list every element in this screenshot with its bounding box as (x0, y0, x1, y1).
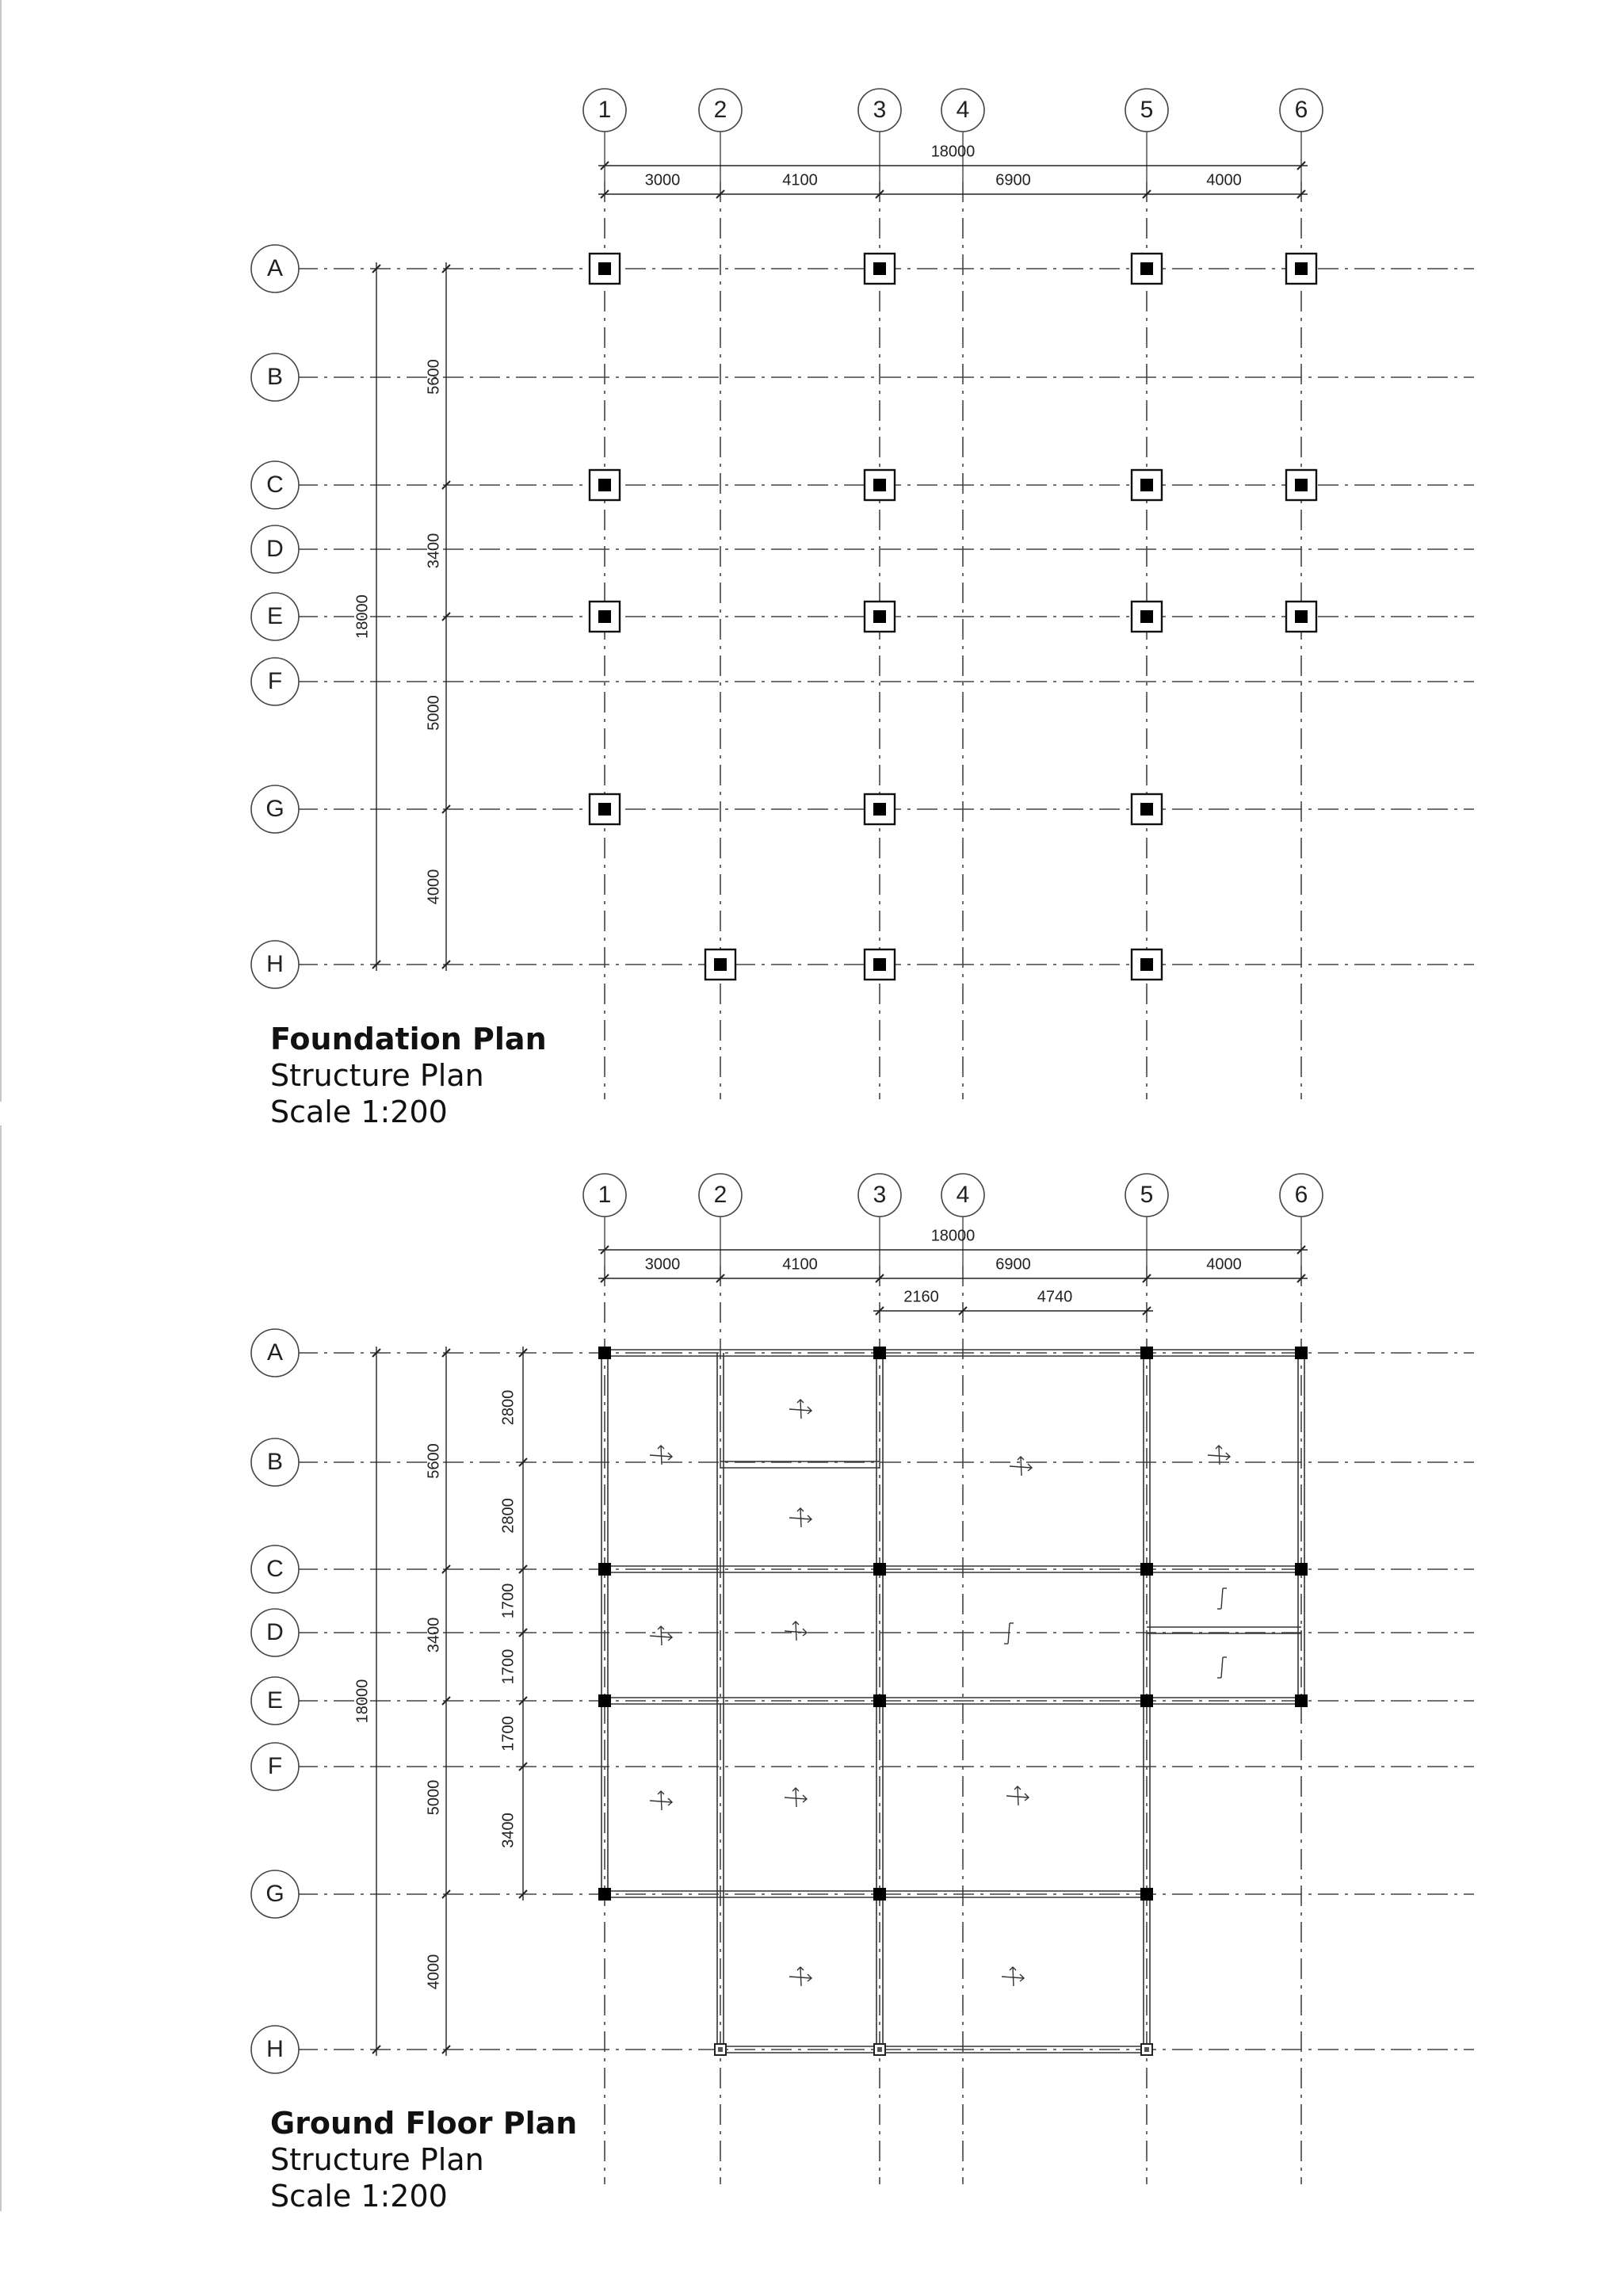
column-spacing-label: 6900 (995, 1255, 1031, 1274)
row-spacing-label: 5600 (425, 359, 443, 395)
grid-label-5: 5 (1140, 96, 1154, 123)
column-G1 (598, 1888, 611, 1901)
grid-label-1: 1 (598, 1181, 612, 1208)
foundation-plan-subtitle: Structure Plan (270, 1058, 484, 1093)
sub-spacing-label: 2160 (903, 1288, 939, 1306)
two-way-slab-icon (1002, 1967, 1024, 1986)
column-core-H2 (718, 2047, 723, 2052)
slab-span-arrow (1008, 1623, 1010, 1644)
grid-label-D: D (266, 1618, 284, 1645)
foundation-plan-title-block (270, 1024, 547, 1133)
two-way-slab-icon (785, 1788, 807, 1807)
column-C5 (1140, 479, 1153, 491)
sheet-edge-top (0, 0, 2, 1102)
column-H3 (873, 958, 886, 971)
column-H5 (1140, 958, 1153, 971)
two-way-slab-icon (1010, 1457, 1032, 1476)
column-C5 (1140, 1563, 1153, 1576)
column-G1 (598, 803, 611, 816)
column-core-H3 (877, 2047, 882, 2052)
slab-span-arrow (661, 1791, 662, 1810)
column-E1 (598, 610, 611, 623)
ground-floor-plan-subtitle: Structure Plan (270, 2142, 484, 2177)
column-G3 (873, 803, 886, 816)
slab-span-arrow (1221, 1657, 1223, 1678)
grid-label-B: B (266, 363, 284, 390)
row-spacing-label: 4000 (425, 1954, 443, 1990)
column-spacing-label: 3000 (644, 1255, 681, 1274)
slab-span-arrow (661, 1626, 662, 1645)
two-way-slab-icon (789, 1400, 812, 1419)
grid-label-3: 3 (873, 96, 887, 123)
column-A3 (873, 262, 886, 275)
slab-span-arrow (800, 1967, 801, 1986)
grid-label-A: A (266, 254, 284, 281)
column-C3 (873, 1563, 886, 1576)
grid-label-B: B (266, 1448, 284, 1475)
foundation-plan-drawing (251, 89, 1474, 1099)
row-spacing-label: 5600 (425, 1443, 443, 1479)
slab-span-arrow (1021, 1457, 1022, 1476)
ground-floor-plan-drawing (251, 1174, 1474, 2184)
two-way-slab-icon (789, 1508, 812, 1527)
column-core-H5 (1144, 2047, 1149, 2052)
grid-label-H: H (266, 2035, 284, 2062)
slab-span-arrow (1013, 1967, 1014, 1986)
column-spacing-label: 6900 (995, 171, 1031, 189)
ground-floor-plan-title-block (270, 2108, 577, 2218)
column-G3 (873, 1888, 886, 1901)
column-spacing-label: 4000 (1206, 1255, 1242, 1274)
column-H2 (714, 958, 727, 971)
column-A1 (598, 262, 611, 275)
two-way-slab-icon (785, 1622, 807, 1641)
grid-label-6: 6 (1294, 96, 1308, 123)
row-spacing-label: 3400 (425, 1617, 443, 1653)
column-E5 (1140, 610, 1153, 623)
grid-label-4: 4 (956, 96, 970, 123)
slab-span-arrow (1219, 1446, 1220, 1465)
column-A3 (873, 1347, 886, 1359)
sub-row-spacing-label: 1700 (499, 1716, 517, 1752)
grid-label-6: 6 (1294, 1181, 1308, 1208)
one-way-slab-icon (1217, 1588, 1227, 1609)
overall-height-label: 18000 (353, 1679, 372, 1724)
column-E5 (1140, 1694, 1153, 1707)
column-spacing-label: 4100 (782, 171, 818, 189)
column-C6 (1295, 1563, 1308, 1576)
one-way-slab-icon (1217, 1657, 1227, 1678)
column-C1 (598, 1563, 611, 1576)
sub-row-spacing-label: 1700 (499, 1648, 517, 1685)
overall-width-label: 18000 (930, 143, 976, 161)
ground-floor-plan-scale: Scale 1:200 (270, 2179, 448, 2214)
slab-span-arrow (800, 1508, 801, 1527)
grid-label-3: 3 (873, 1181, 887, 1208)
row-spacing-label: 4000 (425, 869, 443, 905)
grid-label-1: 1 (598, 96, 612, 123)
column-E6 (1295, 1694, 1308, 1707)
column-G5 (1140, 1888, 1153, 1901)
column-A5 (1140, 1347, 1153, 1359)
grid-label-5: 5 (1140, 1181, 1154, 1208)
grid-label-C: C (266, 471, 284, 498)
column-C1 (598, 479, 611, 491)
two-way-slab-icon (650, 1791, 672, 1810)
ground-floor-plan-title: Ground Floor Plan (270, 2106, 578, 2141)
overall-width-label: 18000 (930, 1227, 976, 1245)
grid-label-G: G (265, 1880, 285, 1907)
grid-label-C: C (266, 1555, 284, 1582)
column-E3 (873, 610, 886, 623)
sub-row-spacing-label: 2800 (499, 1498, 517, 1534)
two-way-slab-icon (650, 1626, 672, 1645)
grid-label-A: A (266, 1339, 284, 1366)
column-E1 (598, 1694, 611, 1707)
slab-span-arrow (1221, 1588, 1223, 1609)
row-spacing-label: 3400 (425, 533, 443, 569)
sheet-edge-bottom (0, 1125, 2, 2211)
two-way-slab-icon (789, 1967, 812, 1986)
grid-label-D: D (266, 535, 284, 562)
grid-label-F: F (267, 667, 283, 694)
one-way-slab-icon (1004, 1623, 1014, 1644)
grid-label-4: 4 (956, 1181, 970, 1208)
sub-row-spacing-label: 3400 (499, 1813, 517, 1848)
column-A1 (598, 1347, 611, 1359)
foundation-plan-scale: Scale 1:200 (270, 1095, 448, 1129)
column-spacing-label: 3000 (644, 171, 681, 189)
grid-label-G: G (265, 795, 285, 822)
grid-label-F: F (267, 1752, 283, 1779)
column-spacing-label: 4000 (1206, 171, 1242, 189)
column-A6 (1295, 262, 1308, 275)
row-spacing-label: 5000 (425, 1779, 443, 1816)
row-spacing-label: 5000 (425, 695, 443, 731)
slab-span-arrow (661, 1446, 662, 1465)
two-way-slab-icon (1006, 1786, 1029, 1805)
column-E6 (1295, 610, 1308, 623)
sub-spacing-label: 4740 (1037, 1288, 1073, 1306)
sub-row-spacing-label: 1700 (499, 1583, 517, 1619)
column-E3 (873, 1694, 886, 1707)
grid-label-2: 2 (713, 1181, 727, 1208)
slab-span-arrow (800, 1400, 801, 1419)
column-C3 (873, 479, 886, 491)
foundation-plan-title: Foundation Plan (270, 1022, 547, 1056)
grid-label-2: 2 (713, 96, 727, 123)
column-G5 (1140, 803, 1153, 816)
column-A6 (1295, 1347, 1308, 1359)
column-A5 (1140, 262, 1153, 275)
column-C6 (1295, 479, 1308, 491)
grid-label-E: E (266, 602, 284, 629)
grid-label-H: H (266, 950, 284, 977)
overall-height-label: 18000 (353, 594, 372, 639)
grid-label-E: E (266, 1687, 284, 1713)
column-spacing-label: 4100 (782, 1255, 818, 1274)
sub-row-spacing-label: 2800 (499, 1389, 517, 1426)
